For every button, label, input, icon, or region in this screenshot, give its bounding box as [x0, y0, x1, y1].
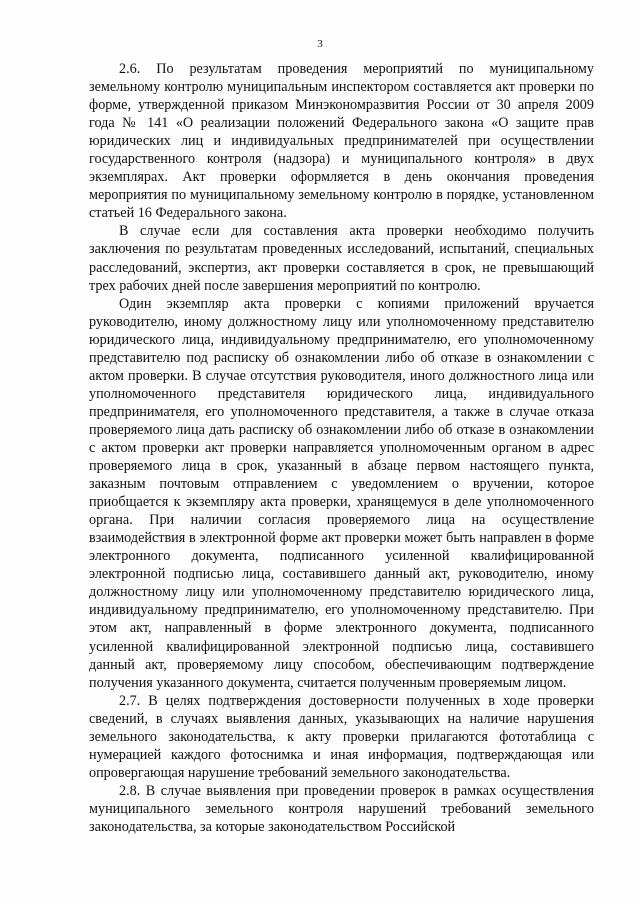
document-body — [89, 60, 594, 836]
page-number: 3 — [317, 38, 323, 50]
paragraph-act-delivery: Один экземпляр акта проверки с копиями приложений вручается руководителю, иному должностному лицу или уполномоченному представителю юридического лица, индивидуальному предпринимателю, его уполномоченному представителю под расписку об ознакомлении либо об отказе в ознакомлении с актом проверки. В случае отсутствия руководителя, иного должностного лица или уполномоченного представителя юридического лица, индивидуального предпринимателя, его уполномоченного представителя, а также в случае отказа проверяемого лица дать расписку об ознакомлении либо об отказе в ознакомлении с актом проверки акт проверки направляется уполномоченным органом в адрес проверяемого лица в срок, указанный в абзаце первом настоящего пункта, заказным почтовым отправлением с уведомлением о вручении, которое приобщается к экземпляру акта проверки, хранящемуся в деле уполномоченного органа. При наличии согласия проверяемого лица на осуществление взаимодействия в электронной форме акт проверки может быть направлен в форме электронного документа, подписанного усиленной квалифицированной электронной подписью лица, составившего данный акт, руководителю, иному должностному лицу или уполномоченному представителю юридического лица, индивидуальному предпринимателю, его уполномоченному представителю. При этом акт, направленный в форме электронного документа, подписанного усиленной квалифицированной электронной подписью лица, составившего данный акт, проверяемому лицу способом, обеспечивающим подтверждение получения указанного документа, считается полученным проверяемым лицом. — [89, 295, 594, 691]
paragraph-2-7: 2.7. В целях подтверждения достоверности полученных в ходе проверки сведений, в случаях выявления данных, указывающих на наличие нарушения земельного законодательства, к акту проверки прилагаются фототаблица с нумерацией каждого фотоснимка и иная информация, подтверждающая или опровергающая нарушение требований земельного законодательства. — [89, 692, 594, 781]
paragraph-2-8: 2.8. В случае выявления при проведении проверок в рамках осуществления муниципального земельного контроля нарушений требований земельного законодательства, за которые законодательством Российской — [89, 782, 594, 835]
paragraph-expertise-deadline: В случае если для составления акта проверки необходимо получить заключения по результатам проведенных исследований, испытаний, специальных расследований, экспертиз, акт проверки составляется в срок, не превышающий трех рабочих дней после завершения мероприятий по контролю. — [89, 223, 594, 294]
paragraph-2-6: 2.6. По результатам проведения мероприятий по муниципальному земельному контролю муниципальным инспектором составляется акт проверки по форме, утвержденной приказом Минэкономразвития России от 30 апреля 2009 года № 141 «О реализации положений Федерального закона «О защите прав юридических лиц и индивидуальных предпринимателей при осуществлении государственного контроля (надзора) и муниципального контроля» в двух экземплярах. Акт проверки оформляется в день окончания проведения мероприятия по муниципальному земельному контролю в порядке, установленном статьей 16 Федерального закона. — [89, 61, 594, 222]
